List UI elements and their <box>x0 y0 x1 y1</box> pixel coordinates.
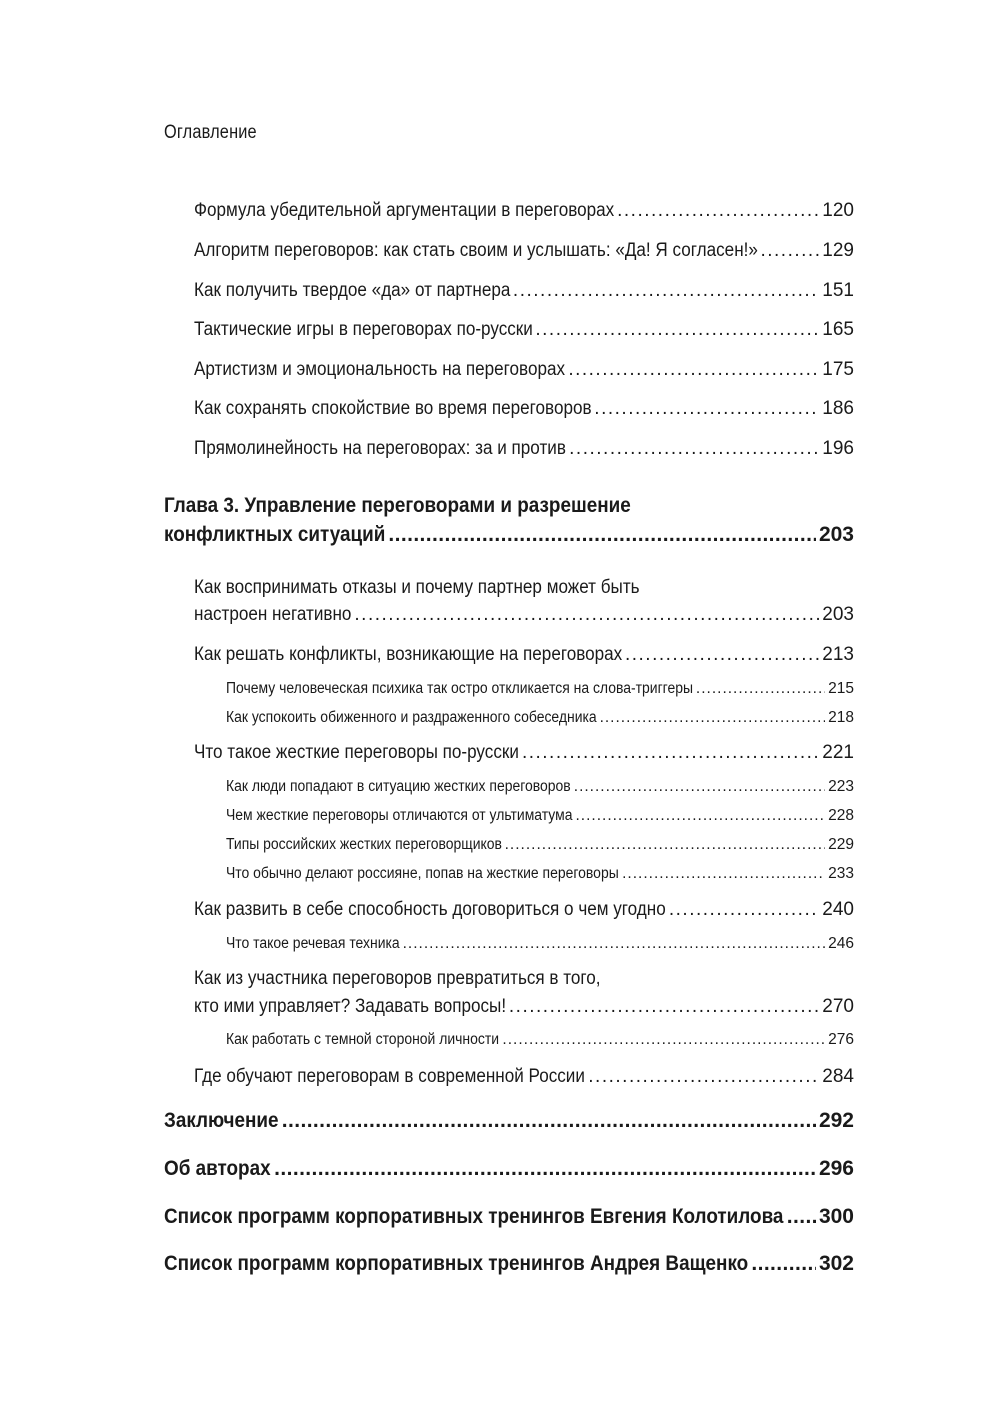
toc-entry[interactable] <box>194 200 854 222</box>
toc-entry-title-line2: настроен негативно <box>194 604 352 625</box>
dot-leader <box>522 742 819 764</box>
toc-subentry-title: Чем жесткие переговоры отличаются от ультиматума <box>226 807 573 824</box>
toc-entry[interactable] <box>194 1066 854 1088</box>
toc-entry-title: Как сохранять спокойствие во время переговоров <box>194 398 592 419</box>
back-matter-title: Список программ корпоративных тренингов Евгения Колотилова <box>164 1205 784 1228</box>
dot-leader <box>505 836 826 854</box>
chapter-page: 203 <box>818 523 854 546</box>
toc-entry-title: Формула убедительной аргументации в переговорах <box>194 200 615 221</box>
toc-entry[interactable] <box>194 604 854 626</box>
toc-entry[interactable] <box>194 319 854 341</box>
toc-subentry[interactable] <box>226 865 854 883</box>
toc-entry-title: Как решать конфликты, возникающие на переговорах <box>194 644 623 665</box>
toc-subentry[interactable] <box>226 836 854 854</box>
dot-leader <box>751 1252 816 1276</box>
toc-entry-title: Алгоритм переговоров: как стать своим и услышать: «Да! Я согласен!» <box>194 240 758 261</box>
toc-entry[interactable] <box>194 398 854 420</box>
dot-leader <box>282 1109 816 1133</box>
back-matter-entry[interactable] <box>164 1252 854 1276</box>
back-matter-entry[interactable] <box>164 1157 854 1181</box>
toc-entry-title-line1: Как воспринимать отказы и почему партнер может быть <box>194 577 640 598</box>
toc-entry-title: Что такое жесткие переговоры по-русски <box>194 742 519 763</box>
back-matter-entry[interactable] <box>164 1205 854 1229</box>
toc-entry-page: 175 <box>822 359 854 380</box>
toc-entry-title: Как получить твердое «да» от партнера <box>194 280 511 301</box>
back-matter-title: Список программ корпоративных тренингов Андрея Ващенко <box>164 1252 749 1275</box>
toc-entry-title: Где обучают переговорам в современной России <box>194 1066 585 1087</box>
dot-leader <box>594 398 819 420</box>
dot-leader <box>574 778 825 796</box>
toc-subentry-title: Почему человеческая психика так остро откликается на слова-триггеры <box>226 680 694 697</box>
toc-subentry-page: 233 <box>828 865 854 882</box>
dot-leader <box>568 359 819 381</box>
dot-leader <box>696 680 825 698</box>
dot-leader <box>274 1157 816 1181</box>
toc-subentry-title: Как люди попадают в ситуацию жестких переговоров <box>226 778 571 795</box>
toc-entry[interactable] <box>194 359 854 381</box>
toc-subentry-title: Что обычно делают россияне, попав на жесткие переговоры <box>226 865 619 882</box>
toc-subentry-title: Как успокоить обиженного и раздраженного собеседника <box>226 709 597 726</box>
toc-subentry[interactable] <box>226 1031 854 1049</box>
toc-entry-page: 151 <box>822 280 854 301</box>
back-matter-title: Заключение <box>164 1109 279 1132</box>
toc-subentry[interactable] <box>226 778 854 796</box>
toc-entry[interactable] <box>194 644 854 666</box>
dot-leader <box>787 1205 816 1229</box>
toc-entry[interactable] <box>194 240 854 262</box>
back-matter-page: 296 <box>818 1157 854 1180</box>
dot-leader <box>535 319 819 341</box>
toc-subentry[interactable] <box>226 709 854 727</box>
toc-entry-page: 240 <box>822 899 854 920</box>
back-matter-page: 292 <box>818 1109 854 1132</box>
toc-subentry-page: 223 <box>828 778 854 795</box>
toc-entry-page: 213 <box>822 644 854 665</box>
toc-entry-page: 186 <box>822 398 854 419</box>
dot-leader <box>617 200 819 222</box>
dot-leader <box>588 1066 819 1088</box>
toc-entry-title: Прямолинейность на переговорах: за и против <box>194 438 566 459</box>
toc-subentry-page: 215 <box>828 680 854 697</box>
dot-leader <box>509 996 819 1018</box>
toc-entry-title-line1: Как из участника переговоров превратиться в того, <box>194 968 601 989</box>
dot-leader <box>354 604 819 626</box>
toc-entry-title-line2: кто ими управляет? Задавать вопросы! <box>194 996 507 1017</box>
toc-entry[interactable] <box>194 438 854 460</box>
toc-subentry-title: Что такое речевая техника <box>226 935 400 952</box>
chapter-title-line1: Глава 3. Управление переговорами и разрешение <box>164 494 631 517</box>
toc-subentry[interactable] <box>226 680 854 698</box>
chapter-title-line2: конфликтных ситуаций <box>164 523 386 546</box>
toc-entry-page: 270 <box>822 996 854 1017</box>
dot-leader <box>760 240 819 262</box>
dot-leader <box>669 899 819 921</box>
toc-subentry-page: 276 <box>828 1031 854 1048</box>
toc-entry-title: Как развить в себе способность договориться о чем угодно <box>194 899 666 920</box>
dot-leader <box>502 1031 825 1049</box>
toc-entry-page: 196 <box>822 438 854 459</box>
toc-entry-page: 203 <box>822 604 854 625</box>
toc-entry-title: Артистизм и эмоциональность на переговорах <box>194 359 566 380</box>
toc-subentry-page: 218 <box>828 709 854 726</box>
running-header: Оглавление <box>164 122 257 143</box>
toc-subentry-title: Типы российских жестких переговорщиков <box>226 836 502 853</box>
toc-subentry[interactable] <box>226 807 854 825</box>
toc-entry[interactable] <box>194 996 854 1018</box>
dot-leader <box>600 709 826 727</box>
toc-subentry-title: Как работать с темной стороной личности <box>226 1031 500 1048</box>
dot-leader <box>388 523 816 547</box>
back-matter-page: 300 <box>818 1205 854 1228</box>
dot-leader <box>575 807 825 825</box>
dot-leader <box>625 644 819 666</box>
dot-leader <box>513 280 819 302</box>
toc-entry-page: 221 <box>822 742 854 763</box>
toc-entry[interactable] <box>194 280 854 302</box>
toc-entry-page: 165 <box>822 319 854 340</box>
back-matter-entry[interactable] <box>164 1109 854 1133</box>
chapter-entry[interactable] <box>164 523 854 547</box>
dot-leader <box>569 438 819 460</box>
back-matter-title: Об авторах <box>164 1157 271 1180</box>
toc-entry-page: 120 <box>822 200 854 221</box>
toc-subentry-page: 246 <box>828 935 854 952</box>
toc-entry-page: 284 <box>822 1066 854 1087</box>
dot-leader <box>622 865 825 883</box>
dot-leader <box>403 935 826 953</box>
toc-entry[interactable] <box>194 899 854 921</box>
toc-entry-page: 129 <box>822 240 854 261</box>
toc-subentry[interactable] <box>226 935 854 953</box>
toc-subentry-page: 228 <box>828 807 854 824</box>
toc-subentry-page: 229 <box>828 836 854 853</box>
toc-entry-title: Тактические игры в переговорах по-русски <box>194 319 533 340</box>
toc-entry[interactable] <box>194 742 854 764</box>
back-matter-page: 302 <box>818 1252 854 1275</box>
